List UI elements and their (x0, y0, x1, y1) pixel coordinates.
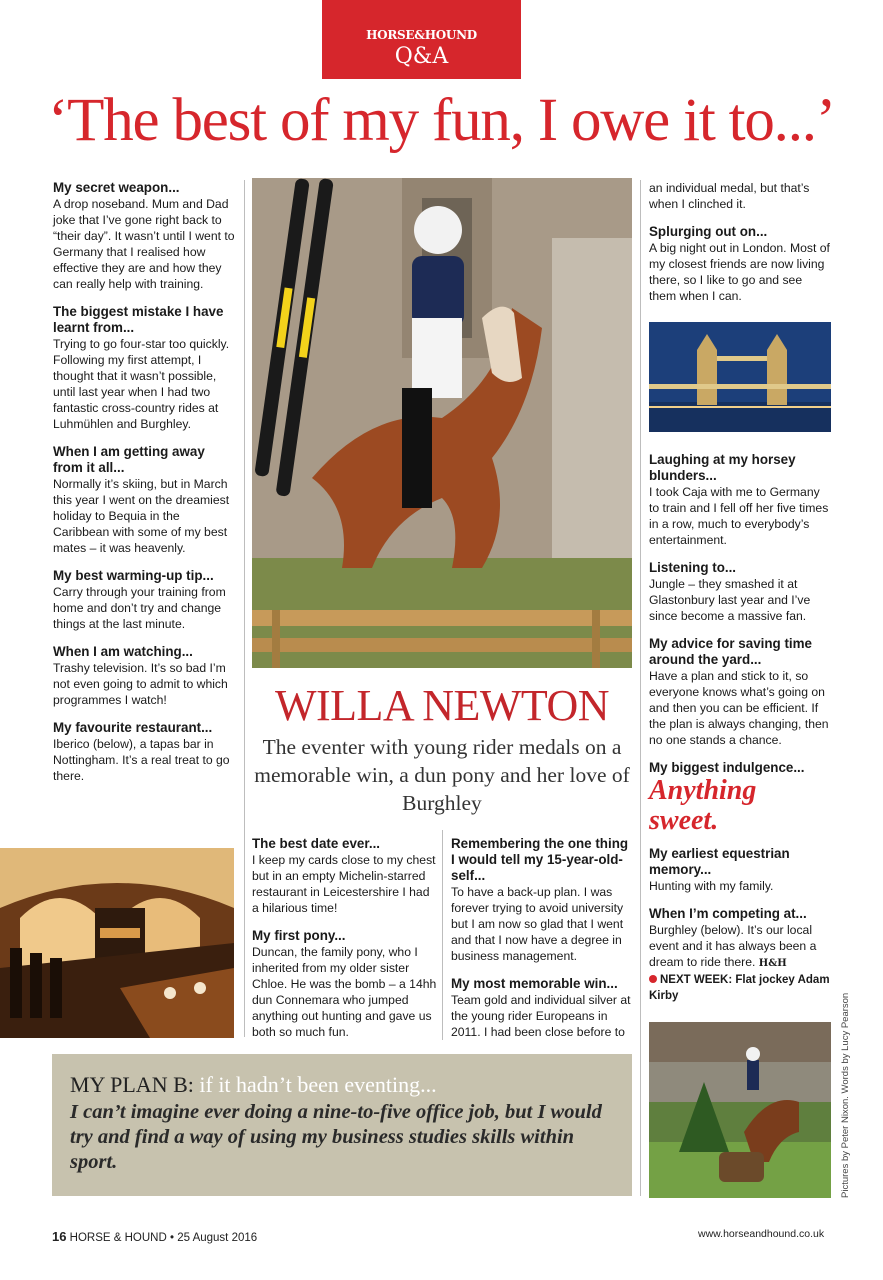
question: Remembering the one thing I would tell my 15-year-old-self... (451, 836, 629, 883)
right-column-top (649, 180, 832, 316)
restaurant-photo (0, 848, 234, 1038)
qa-secret-weapon (53, 180, 237, 292)
qa-memorable-win (451, 976, 635, 1040)
column-divider (244, 180, 245, 1037)
next-week-teaser (649, 972, 832, 1004)
answer: Hunting with my family. (649, 879, 774, 893)
answer: Carry through your training from home and don’t try and change things at the last minute. (53, 585, 226, 631)
answer: A drop noseband. Mum and Dad joke that I’ve gone right back to “their day”. It wasn’t until I went to Germany that I realised how effective they are and how they can really help with training. (53, 197, 235, 291)
answer-text: Burghley (below). It’s our local event and it has always been a dream to ride there. (649, 923, 817, 969)
qa-biggest-mistake (53, 304, 237, 432)
qa-15-year-old-self (451, 836, 635, 964)
qa-watching (53, 644, 237, 708)
plan-b-subtitle: if it hadn’t been eventing... (199, 1072, 437, 1097)
middle-right-column (451, 836, 635, 1052)
qa-earliest-memory (649, 846, 832, 894)
answer: Jungle – they smashed it at Glastonbury last year and I’ve since become a massive fan. (649, 577, 811, 623)
answer: Trashy television. It’s so bad I’m not even going to admit to which programmes I watch! (53, 661, 228, 707)
question: When I’m competing at... (649, 906, 807, 921)
answer: Have a plan and stick to it, so everyone knows what’s going on and then you can be efficient. If the plan is always changing, then no one stands a chance. (649, 669, 829, 747)
right-column-bottom (649, 452, 832, 1004)
answer (649, 922, 832, 972)
issue-date: • 25 August 2016 (170, 1232, 258, 1244)
plan-b-label (70, 1072, 437, 1098)
sign-off: H&H (758, 958, 787, 969)
question: My biggest indulgence... (649, 760, 805, 775)
question: The biggest mistake I have learnt from... (53, 304, 224, 335)
qa-best-date (252, 836, 437, 916)
qa-first-pony (252, 928, 437, 1040)
question: When I am watching... (53, 644, 193, 659)
question: My advice for saving time around the yard... (649, 636, 812, 667)
question: When I am getting away from it all... (53, 444, 205, 475)
footer-folio (52, 1229, 257, 1244)
profile-name: WILLA NEWTON (274, 681, 610, 730)
answer: To have a back-up plan. I was forever trying to avoid university but I am now so glad that I went and that I now have a degree in business management. (451, 885, 624, 963)
answer: Team gold and individual silver at the young rider Europeans in 2011. I had been close before to (451, 993, 631, 1039)
answer: Normally it’s skiing, but in March this year I went on the dreamiest holiday to Bequia in the Caribbean with some of my best mates – it was heavenly. (53, 477, 230, 555)
qa-warming-up (53, 568, 237, 632)
profile-deck: The eventer with young rider medals on a memorable win, a dun pony and her love of Burghley (254, 735, 630, 815)
website-url: www.horseandhound.co.uk (698, 1228, 825, 1240)
answer: Iberico (below), a tapas bar in Nottingham. It’s a real treat to go there. (53, 737, 230, 783)
qa-saving-time (649, 636, 832, 748)
qa-indulgence (649, 760, 832, 836)
qa-listening (649, 560, 832, 624)
question: My best warming-up tip... (53, 568, 214, 583)
section-tab (322, 0, 521, 79)
question: My first pony... (252, 928, 346, 943)
question: My favourite restaurant... (53, 720, 213, 735)
bullet-icon (649, 975, 657, 983)
qa-getting-away (53, 444, 237, 556)
qa-splurging (649, 224, 832, 304)
indulgence-answer: Anything sweet. (649, 775, 757, 836)
question: My most memorable win... (451, 976, 618, 991)
plan-b-title: MY PLAN B: (70, 1072, 194, 1097)
brand-logo: HORSE&HOUND (366, 28, 477, 42)
answer-continuation: an individual medal, but that’s when I clinched it. (649, 181, 810, 211)
answer: Trying to go four-star too quickly. Following my first attempt, I thought that it wasn’t possible, until last year when I had two fantastic cross-country rides at Luhmühlen and Burghley. (53, 337, 230, 431)
answer: A big night out in London. Most of my closest friends are now living there, so I like to go and see them when I can. (649, 241, 830, 303)
next-week-text: NEXT WEEK: Flat jockey Adam Kirby (649, 974, 830, 1002)
question: Listening to... (649, 560, 737, 575)
middle-divider (442, 830, 443, 1040)
left-column (53, 180, 237, 796)
burghley-photo (649, 1022, 831, 1198)
qa-competing (649, 906, 832, 1004)
qa-restaurant (53, 720, 237, 784)
headline: ‘The best of my fun, I owe it to...’ (48, 87, 835, 154)
qa-horsey-blunders (649, 452, 832, 548)
plan-b-text: I can’t imagine ever doing a nine-to-five office job, but I would try and find a way of using my business studies skills within sport. (70, 1101, 602, 1173)
answer: I took Caja with me to Germany to train and I fell off her five times in a row, much to everybody’s entertainment. (649, 485, 829, 547)
middle-left-column (252, 836, 437, 1052)
photo-credit: Pictures by Peter Nixon. Words by Lucy Pearson (840, 992, 851, 1198)
answer: Duncan, the family pony, who I inherited from my older sister Chloe. He was the bomb – a 14hh dun Connemara who jumped anything out hunting and gave us both so much fun. (252, 945, 437, 1039)
question: Laughing at my horsey blunders... (649, 452, 796, 483)
answer: I keep my cards close to my chest but in an empty Michelin-starred restaurant in Leicestershire I had a hilarious time! (252, 853, 436, 915)
question: Splurging out on... (649, 224, 768, 239)
tower-bridge-photo (649, 322, 831, 432)
question: My secret weapon... (53, 180, 180, 195)
question: The best date ever... (252, 836, 381, 851)
right-divider (640, 180, 641, 1196)
section-label: Q&A (394, 44, 449, 69)
page-number: 16 (52, 1229, 67, 1244)
magazine-name: HORSE & HOUND (69, 1232, 167, 1244)
plan-b-box (52, 1054, 632, 1196)
main-photo-willa-newton (252, 178, 632, 668)
question: My earliest equestrian memory... (649, 846, 790, 877)
